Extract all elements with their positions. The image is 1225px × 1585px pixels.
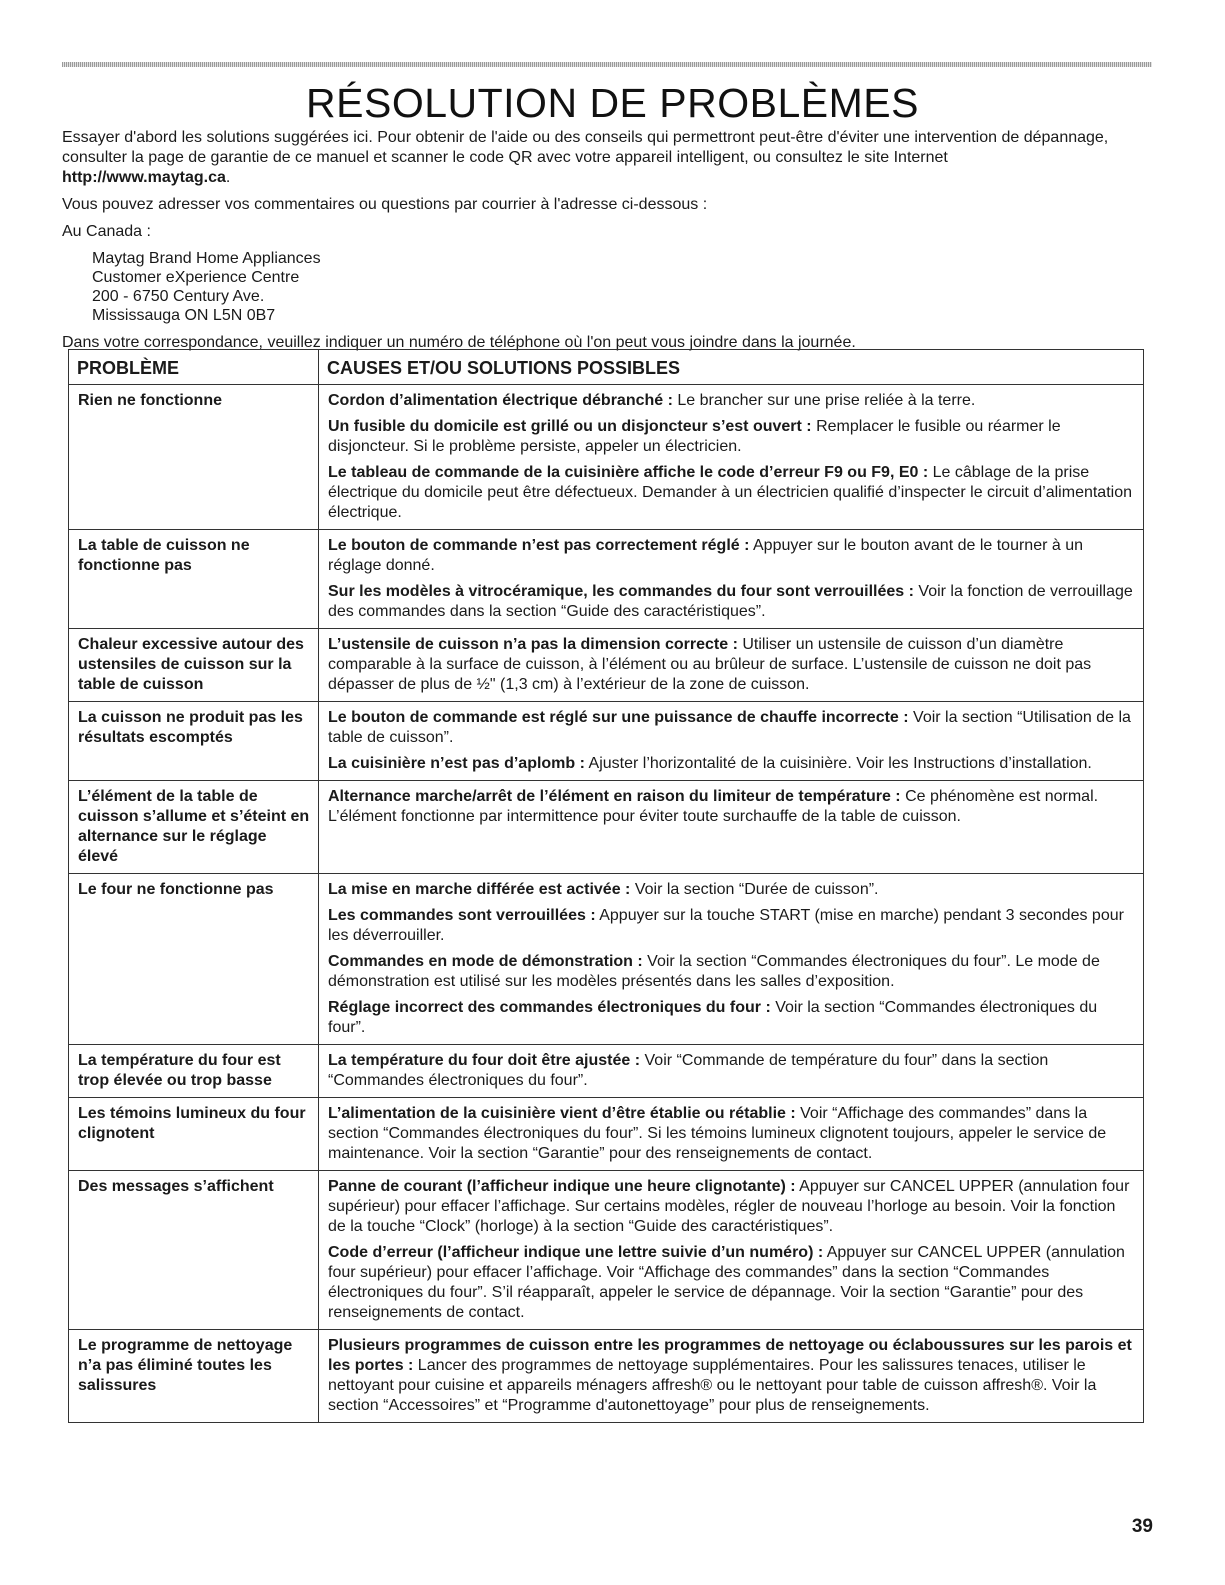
solution-item — [328, 787, 1133, 827]
problem-cell: La température du four est trop élevée ou trop basse — [69, 1045, 319, 1098]
table-row — [69, 629, 1144, 702]
solution-cause: L’ustensile de cuisson n’a pas la dimension correcte : — [328, 636, 738, 653]
solution-cause: Le bouton de commande n’est pas correctement réglé : — [328, 537, 750, 554]
table-row — [69, 530, 1144, 629]
correspondence-note: Dans votre correspondance, veuillez indiquer un numéro de téléphone où l'on peut vous joindre dans la journée. — [62, 334, 856, 351]
canada-label: Au Canada : — [62, 223, 151, 240]
problem-cell: Le four ne fonctionne pas — [69, 874, 319, 1045]
solution-text: Remplacer le fusible ou réarmer le disjoncteur. Si le problème persiste, appeler un électricien. — [328, 418, 1061, 455]
intro-text: Essayer d'abord les solutions suggérées ici. Pour obtenir de l'aide ou des conseils qui permettront peut-être d'éviter une intervention de dépannage, consulter la page de garantie de ce manuel et scanner le code QR avec votre appareil intelligent, ou consultez le site Internet — [62, 129, 1109, 166]
solution-cause: Plusieurs programmes de cuisson entre les programmes de nettoyage ou éclaboussures sur les parois et les portes : — [328, 1337, 1132, 1374]
address-line: Mississauga ON L5N 0B7 — [92, 307, 276, 324]
solution-item — [328, 417, 1133, 457]
problem-cell: Les témoins lumineux du four clignotent — [69, 1098, 319, 1171]
solution-text: Appuyer sur CANCEL UPPER (annulation four supérieur) pour effacer l’affichage. Sur certains modèles, régler de nouveau l’horloge au besoin. Voir la fonction de la touche “Clock” (horloge) à la section “Guide des caractéristiques”. — [328, 1178, 1130, 1235]
address-line: Maytag Brand Home Appliances — [92, 250, 321, 267]
address-line: Customer eXperience Centre — [92, 269, 300, 286]
solution-text: Voir la section “Commandes électroniques du four”. — [328, 999, 1098, 1036]
intro-paragraph — [62, 128, 1152, 188]
solution-text: Utiliser un ustensile de cuisson d’un diamètre comparable à la surface de cuisson, à l’élément ou au brûleur de surface. L’ustensile de cuisson ne doit pas dépasser de plus de ½" (1,3 cm) à l’extérieur de la zone de cuisson. — [328, 636, 1092, 693]
page-title: RÉSOLUTION DE PROBLÈMES — [306, 80, 919, 126]
table-row — [69, 1171, 1144, 1330]
table-row — [69, 781, 1144, 874]
solutions-cell — [319, 385, 1144, 530]
solution-cause: La mise en marche différée est activée : — [328, 881, 631, 898]
solutions-cell — [319, 874, 1144, 1045]
solution-item — [328, 998, 1133, 1038]
table-row — [69, 1098, 1144, 1171]
solution-text: Appuyer sur le bouton avant de le tourner à un réglage donné. — [328, 537, 1083, 574]
table-row — [69, 1330, 1144, 1423]
solution-cause: La cuisinière n’est pas d’aplomb : — [328, 755, 585, 772]
solutions-cell — [319, 1171, 1144, 1330]
solution-text: Voir “Commande de température du four” dans la section “Commandes électroniques du four”. — [328, 1052, 1049, 1089]
solution-cause: Cordon d’alimentation électrique débranché : — [328, 392, 673, 409]
solution-text: Ce phénomène est normal. L’élément fonctionne par intermittence pour éviter toute surchauffe de la table de cuisson. — [328, 788, 1099, 825]
website-link[interactable]: http://www.maytag.ca — [62, 169, 226, 186]
mailing-address — [92, 249, 1152, 325]
page-number: 39 — [1131, 1516, 1153, 1537]
solution-item — [328, 582, 1133, 622]
solutions-cell — [319, 1045, 1144, 1098]
solution-text: Le brancher sur une prise reliée à la terre. — [672, 392, 976, 409]
problem-cell: Rien ne fonctionne — [69, 385, 319, 530]
header-solutions: CAUSES ET/OU SOLUTIONS POSSIBLES — [319, 350, 1144, 385]
solution-text: Voir la section “Durée de cuisson”. — [630, 881, 879, 898]
table-row — [69, 874, 1144, 1045]
solution-item — [328, 880, 1133, 900]
solution-cause: Le tableau de commande de la cuisinière affiche le code d’erreur F9 ou F9, E0 : — [328, 464, 929, 481]
solution-cause: Alternance marche/arrêt de l’élément en raison du limiteur de température : — [328, 788, 901, 805]
solution-cause: Un fusible du domicile est grillé ou un disjoncteur s’est ouvert : — [328, 418, 812, 435]
solution-text: Voir “Affichage des commandes” dans la section “Commandes électroniques du four”. Si les témoins lumineux clignotent toujours, appeler le service de maintenance. Voir la section “Garantie” pour des renseignements de contact. — [328, 1105, 1107, 1162]
solutions-cell — [319, 702, 1144, 781]
solution-item — [328, 708, 1133, 748]
top-decorative-rule — [62, 62, 1152, 67]
table-row — [69, 385, 1144, 530]
solution-text: Le câblage de la prise électrique du domicile peut être défectueux. Demander à un électricien qualifié d’inspecter le circuit d’alimentation électrique. — [328, 464, 1132, 521]
problem-cell: La table de cuisson ne fonctionne pas — [69, 530, 319, 629]
solution-item — [328, 906, 1133, 946]
solutions-cell — [319, 629, 1144, 702]
mail-paragraph: Vous pouvez adresser vos commentaires ou questions par courrier à l'adresse ci-dessous : — [62, 196, 708, 213]
solution-cause: Sur les modèles à vitrocéramique, les commandes du four sont verrouillées : — [328, 583, 914, 600]
solutions-cell — [319, 1330, 1144, 1423]
solution-item — [328, 1051, 1133, 1091]
solution-cause: Réglage incorrect des commandes électroniques du four : — [328, 999, 771, 1016]
table-row — [69, 1045, 1144, 1098]
solution-cause: Les commandes sont verrouillées : — [328, 907, 596, 924]
problem-cell: La cuisson ne produit pas les résultats escomptés — [69, 702, 319, 781]
problem-cell: L’élément de la table de cuisson s’allume et s’éteint en alternance sur le réglage élevé — [69, 781, 319, 874]
solution-item — [328, 536, 1133, 576]
solution-text: Appuyer sur la touche START (mise en marche) pendant 3 secondes pour les déverrouiller. — [328, 907, 1124, 944]
solution-item — [328, 1336, 1133, 1416]
solution-item — [328, 952, 1133, 992]
problem-cell: Des messages s’affichent — [69, 1171, 319, 1330]
table-row — [69, 702, 1144, 781]
problem-cell: Le programme de nettoyage n’a pas éliminé toutes les salissures — [69, 1330, 319, 1423]
solutions-cell — [319, 1098, 1144, 1171]
solution-text: Voir la section “Utilisation de la table de cuisson”. — [328, 709, 1131, 746]
solution-cause: Commandes en mode de démonstration : — [328, 953, 643, 970]
solution-item — [328, 391, 1133, 411]
solution-cause: Panne de courant (l’afficheur indique une heure clignotante) : — [328, 1178, 796, 1195]
header-problem: PROBLÈME — [69, 350, 319, 385]
solution-text: Appuyer sur CANCEL UPPER (annulation four supérieur) pour effacer l’affichage. Voir “Affichage des commandes” dans la section “Commandes électroniques du four”. S’il réapparaît, appeler le service de dépannage. Voir la section “Garantie” pour des renseignements de contact. — [328, 1244, 1125, 1321]
solution-item — [328, 1104, 1133, 1164]
solution-item — [328, 1177, 1133, 1237]
solutions-cell — [319, 781, 1144, 874]
intro-section — [62, 128, 1152, 360]
table-header-row — [69, 350, 1144, 385]
url-period: . — [225, 169, 231, 186]
solution-cause: Code d’erreur (l’afficheur indique une lettre suivie d’un numéro) : — [328, 1244, 824, 1261]
solution-text: Lancer des programmes de nettoyage supplémentaires. Pour les salissures tenaces, utiliser le nettoyant pour cuisine et appareils ménagers affresh® ou le nettoyant pour table de cuisson affresh®. Voir la section “Accessoires” et “Programme d'autonettoyage” pour plus de renseignements. — [328, 1357, 1097, 1414]
solution-text: Voir la section “Commandes électroniques du four”. Le mode de démonstration est utilisé sur les modèles présentés dans les salles d’exposition. — [328, 953, 1100, 990]
problem-cell: Chaleur excessive autour des ustensiles de cuisson sur la table de cuisson — [69, 629, 319, 702]
solution-cause: L’alimentation de la cuisinière vient d’être établie ou rétablie : — [328, 1105, 796, 1122]
solution-item — [328, 463, 1133, 523]
solutions-cell — [319, 530, 1144, 629]
solution-item — [328, 635, 1133, 695]
troubleshooting-table — [68, 349, 1144, 1423]
address-line: 200 - 6750 Century Ave. — [92, 288, 265, 305]
solution-cause: La température du four doit être ajustée : — [328, 1052, 641, 1069]
solution-cause: Le bouton de commande est réglé sur une puissance de chauffe incorrecte : — [328, 709, 909, 726]
solution-item — [328, 754, 1133, 774]
solution-item — [328, 1243, 1133, 1323]
solution-text: Ajuster l’horizontalité de la cuisinière. Voir les Instructions d’installation. — [584, 755, 1092, 772]
solution-text: Voir la fonction de verrouillage des commandes dans la section “Guide des caractéristiques”. — [328, 583, 1133, 620]
